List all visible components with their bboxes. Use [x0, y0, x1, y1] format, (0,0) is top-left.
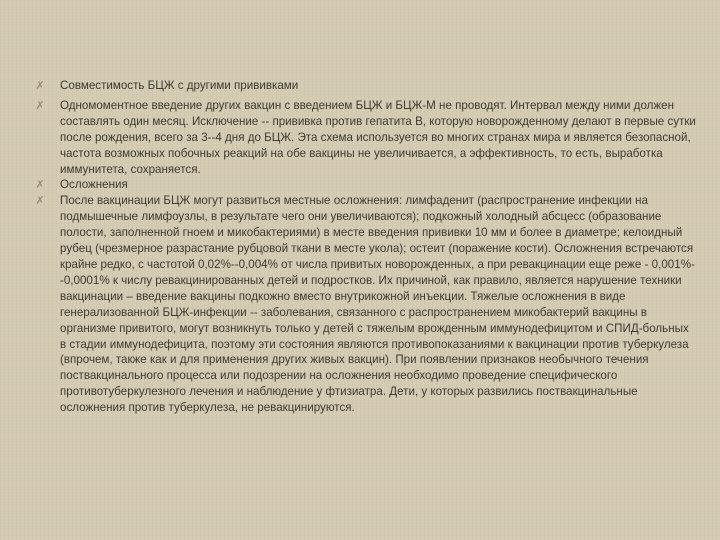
x-mark-icon: ✗ — [35, 195, 45, 208]
bullet-text: Осложнения — [60, 178, 128, 192]
x-mark-icon: ✗ — [35, 80, 45, 92]
bullet-heading-compatibility — [34, 78, 698, 94]
x-mark-icon: ✗ — [35, 179, 45, 192]
bullet-complications-details — [34, 193, 698, 416]
bullet-text: После вакцинации БЦЖ могут развиться местные осложнения: лимфаденит (распространение инфекции на подмышечные лимфоузлы, в результате чего они увеличиваются); подкожный холодный абсцесс (образование полости, заполненной гноем и микобактериями) в месте введения прививки 10 мм и более в диаметре; келоидный рубец (чрезмерное разрастание рубцовой ткани в месте укола); остеит (поражение кости). Осложнения встречаются крайне редко, с частотой 0,02%--0,004% от числа привитых новорожденных, а при ревакцинации еще реже - 0,001%--0,0001% к числу ревакцинированных детей и подростков. Их причиной, как правило, является нарушение техники вакцинации – введение вакцины подкожно вместо внутрикожной инъекции. Тяжелые осложнения в виде генерализованной БЦЖ-инфекции -- заболевания, связанного с распространением микобактерий вакцины в организме привитого, могут возникнуть только у детей с тяжелым врожденным иммунодефицитом и СПИД-больных в стадии иммунодефицита, поэтому эти состояния являются противопоказаниями к вакцинации против туберкулеза (впрочем, также как и для применения других живых вакцин). При появлении признаков необычного течения поствакцинального процесса или подозрении на осложнения необходимо проведение специфического противотуберкулезного лечения и наблюдение у фтизиатра. Дети, у которых развились поствакцинальные осложнения против туберкулеза, не ревакцинируются. — [60, 194, 695, 415]
bullet-text: Одномоментное введение других вакцин с введением БЦЖ и БЦЖ-М не проводят. Интервал между ними должен составлять один месяц. Исключение -- прививка против гепатита В, которую новорожденному делают в первые сутки после рождения, всего за 3--4 дня до БЦЖ. Эта схема используется во многих странах мира и является безопасной, частота возможных побочных реакций на обе вакцины не увеличивается, а эффективность, то есть, выработка иммунитета, сохраняется. — [60, 98, 696, 176]
bullet-heading-complications — [34, 177, 698, 193]
bullet-text: Совместимость БЦЖ с другими прививками — [60, 79, 299, 92]
bullet-list — [34, 78, 698, 416]
bullet-compatibility-details — [34, 98, 698, 178]
x-mark-icon: ✗ — [35, 99, 45, 112]
